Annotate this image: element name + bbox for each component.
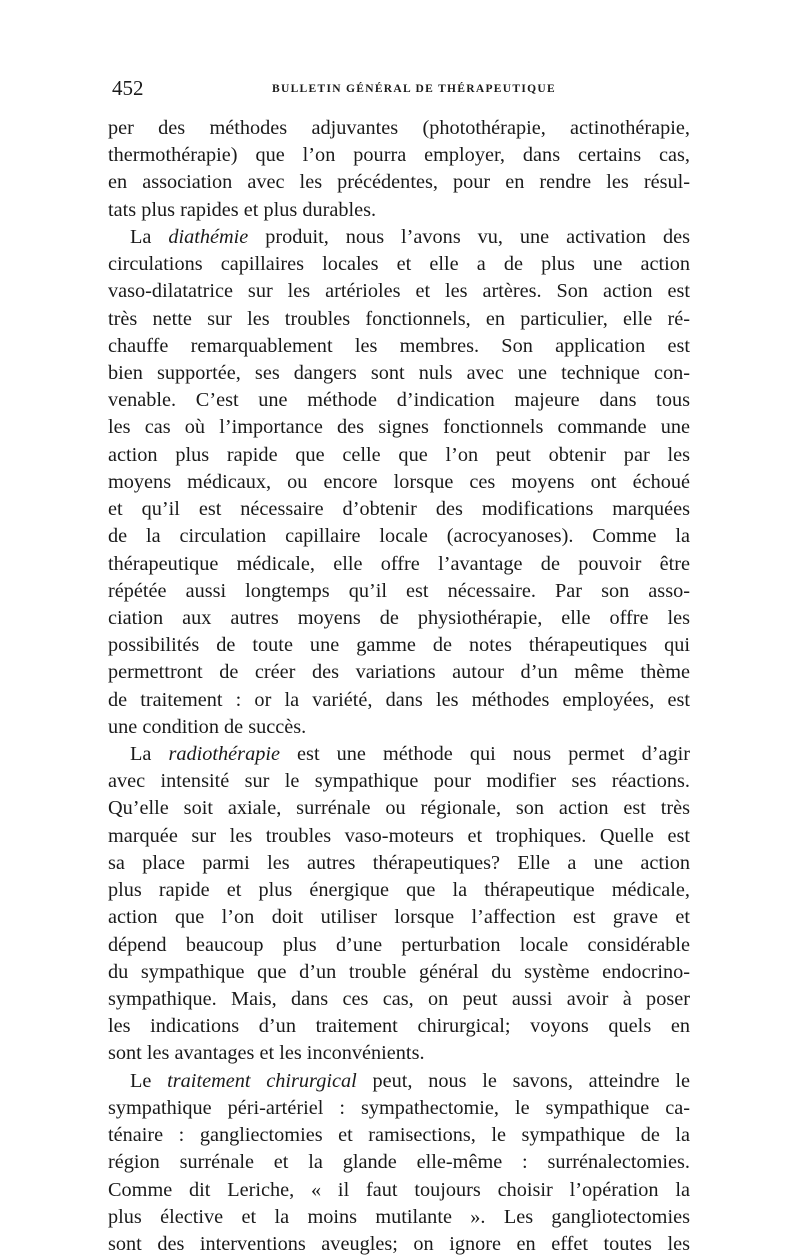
text-line: et qu’il est nécessaire d’obtenir des modifications marquées [108, 498, 690, 521]
text-run: produit, nous l’avons vu, une activation des [248, 225, 690, 248]
text-line: de la circulation capillaire locale (acrocyanoses). Comme la [108, 525, 690, 548]
text-line: per des méthodes adjuvantes (photothérapie, actinothérapie, [108, 117, 690, 139]
text-line: sympathique. Mais, dans ces cas, on peut aussi avoir à poser [108, 988, 690, 1010]
text-line: venable. C’est une méthode d’indication majeure dans tous [108, 389, 690, 412]
text-line: les cas où l’importance des signes fonctionnels commande une [108, 416, 690, 439]
text-line: sa place parmi les autres thérapeutiques? Elle a une action [108, 851, 690, 874]
text-line: ciation aux autres moyens de physiothérapie, elle offre les [108, 606, 690, 629]
text-line: moyens médicaux, ou encore lorsque ces moyens ont échoué [108, 470, 690, 493]
text-line: Qu’elle soit axiale, surrénale ou régionale, son action est très [108, 797, 690, 820]
italic-term-radiotherapie: radiothérapie [168, 743, 280, 766]
text-run: La [130, 225, 169, 248]
text-line: chauffe remarquablement les membres. Son application est [108, 334, 690, 357]
paragraph-end-line: sont les avantages et les inconvénients. [108, 1042, 425, 1065]
paragraph-start-line [108, 224, 690, 251]
text-run: Le [130, 1069, 168, 1092]
text-line: sont des interventions aveugles; on ignore en effet toutes les [108, 1232, 690, 1255]
text-line: plus élective et la moins mutilante ». Les gangliotectomies [108, 1205, 690, 1228]
text-line: plus rapide et plus énergique que la thérapeutique médicale, [108, 879, 690, 902]
text-run: peut, nous le savons, atteindre le [356, 1069, 690, 1092]
text-line: action que l’on doit utiliser lorsque l’affection est grave et [108, 906, 690, 929]
text-line: action plus rapide que celle que l’on peut obtenir par les [108, 443, 690, 466]
text-line: avec intensité sur le sympathique pour modifier ses réactions. [108, 770, 690, 793]
body-text [108, 115, 690, 1258]
italic-term-traitement-chirurgical: traitement chirurgical [167, 1069, 357, 1092]
text-line: les indications d’un traitement chirurgical; voyons quels en [108, 1015, 690, 1038]
text-line: très nette sur les troubles fonctionnels, en particulier, elle ré- [108, 307, 690, 330]
paragraph-start-line [108, 1068, 690, 1095]
paragraph-start-line [108, 741, 690, 768]
text-line: marquée sur les troubles vaso-moteurs et trophiques. Quelle est [108, 824, 690, 847]
text-line: ténaire : gangliectomies et ramisections, le sympathique de la [108, 1124, 690, 1147]
text-line: possibilités de toute une gamme de notes thérapeutiques qui [108, 634, 690, 657]
text-run: est une méthode qui nous permet d’agir [280, 743, 690, 766]
text-line: dépend beaucoup plus d’une perturbation locale considérable [108, 933, 690, 956]
text-line: en association avec les précédentes, pour en rendre les résul- [108, 171, 690, 194]
text-line: bien supportée, ses dangers sont nuls avec une technique con- [108, 361, 690, 384]
text-line: région surrénale et la glande elle-même : surrénalectomies. [108, 1151, 690, 1174]
text-line: thérapeutique médicale, elle offre l’avantage de pouvoir être [108, 552, 690, 575]
text-line: sympathique péri-artériel : sympathectomie, le sympathique ca- [108, 1096, 690, 1119]
italic-term-diathemie: diathémie [168, 225, 249, 248]
paragraph-end-line: une condition de succès. [108, 715, 307, 738]
text-line: thermothérapie) que l’on pourra employer, dans certains cas, [108, 144, 690, 167]
text-run: La [130, 743, 169, 766]
text-line: Comme dit Leriche, « il faut toujours choisir l’opération la [108, 1178, 690, 1201]
text-line: répétée aussi longtemps qu’il est nécessaire. Par son asso- [108, 579, 690, 602]
text-line: circulations capillaires locales et elle a de plus une action [108, 253, 690, 276]
running-head [112, 76, 690, 100]
text-line: de traitement : or la variété, dans les méthodes employées, est [108, 688, 690, 711]
text-line: vaso-dilatatrice sur les artérioles et les artères. Son action est [108, 280, 690, 303]
text-line: du sympathique que d’un trouble général du système endocrino- [108, 960, 690, 983]
page-number: 452 [112, 76, 144, 100]
paragraph-end-line: tats plus rapides et plus durables. [108, 198, 377, 221]
text-line: permettront de créer des variations autour d’un même thème [108, 661, 690, 684]
journal-title: BULLETIN GÉNÉRAL DE THÉRAPEUTIQUE [272, 83, 556, 95]
